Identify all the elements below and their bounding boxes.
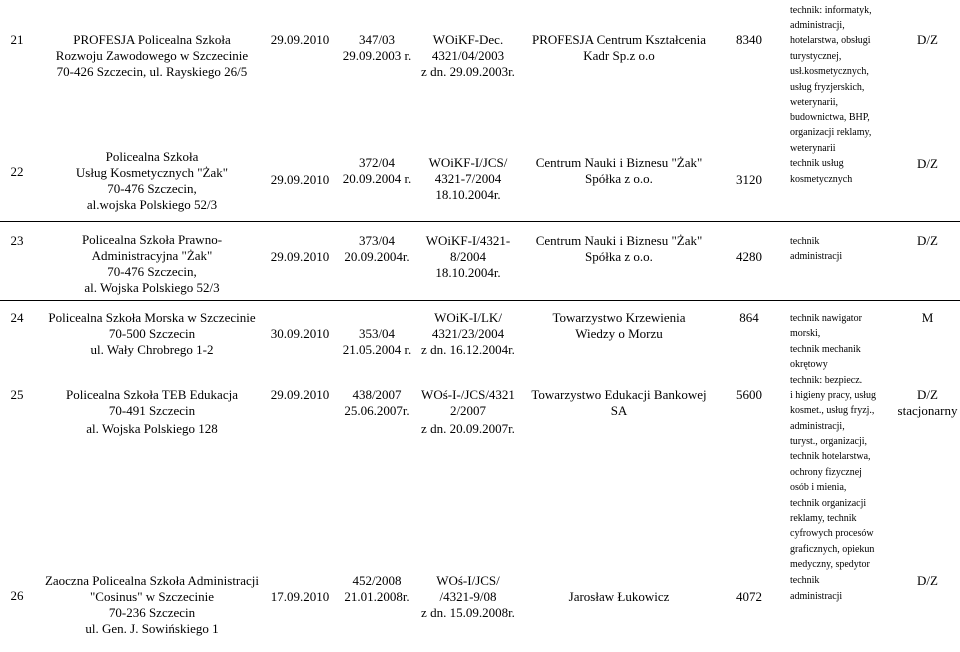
row-25-spec-11: cyfrowych procesów bbox=[790, 528, 874, 539]
row-23-org-2: Spółka z o.o. bbox=[585, 249, 653, 264]
row-22-dec-2: 4321-7/2004 bbox=[434, 171, 502, 186]
row-22-spec-1: technik usług bbox=[790, 158, 844, 169]
row-25-lp: 25 bbox=[10, 387, 24, 402]
row-24-org-2: Wiedzy o Morzu bbox=[575, 326, 663, 341]
row-23-name-1: Policealna Szkoła Prawno- bbox=[81, 232, 223, 247]
row-22-spec-2: kosmetycznych bbox=[790, 174, 853, 185]
row-24-reg-2: 21.05.2004 r. bbox=[342, 342, 412, 357]
row-24-lp: 24 bbox=[10, 310, 24, 325]
row-26-dec-2: /4321-9/08 bbox=[439, 589, 497, 604]
row-separator bbox=[0, 221, 960, 222]
row-23-date: 29.09.2010 bbox=[270, 249, 330, 264]
row-26-dec-3: z dn. 15.09.2008r. bbox=[421, 605, 515, 620]
row-22-reg-1: 372/04 bbox=[358, 155, 396, 170]
row-24-name-1: Policealna Szkoła Morska w Szczecinie bbox=[48, 310, 256, 325]
row-23-dec-1: WOiKF-I/4321- bbox=[425, 233, 511, 248]
row-25-dec-2: 2/2007 bbox=[449, 403, 487, 418]
row-separator bbox=[0, 300, 960, 301]
row-21-spec-8: budownictwa, BHP, bbox=[790, 112, 870, 123]
row-26-name-1: Zaoczna Policealna Szkoła Administracji bbox=[44, 573, 260, 588]
row-26-spec-1: technik bbox=[790, 575, 820, 586]
row-21-org-2: Kadr Sp.z o.o bbox=[583, 48, 655, 63]
row-25-reg-1: 438/2007 bbox=[352, 387, 402, 402]
row-24-type: M bbox=[921, 310, 934, 325]
row-23-dec-3: 18.10.2004r. bbox=[435, 265, 501, 280]
row-23-reg-1: 373/04 bbox=[358, 233, 396, 248]
row-24-dec-3: z dn. 16.12.2004r. bbox=[421, 342, 515, 357]
row-26-number: 4072 bbox=[736, 589, 762, 604]
row-21-name-2: Rozwoju Zawodowego w Szczecinie bbox=[55, 48, 249, 63]
row-22-name-1: Policealna Szkoła bbox=[105, 149, 199, 164]
row-21-spec-5: usł.kosmetycznych, bbox=[790, 66, 869, 77]
row-24-name-3: ul. Wały Chrobrego 1-2 bbox=[90, 342, 214, 357]
row-25-spec-3: kosmet., usług fryzj., bbox=[790, 405, 875, 416]
row-25-org-2: SA bbox=[610, 403, 628, 418]
row-21-spec-9: organizacji reklamy, bbox=[790, 127, 872, 138]
row-21-name-1: PROFESJA Policealna Szkoła bbox=[73, 32, 231, 47]
row-22-name-2: Usług Kosmetycznych "Żak" bbox=[75, 165, 229, 180]
row-25-spec-5: turyst., organizacji, bbox=[790, 436, 868, 447]
row-25-reg-2: 25.06.2007r. bbox=[344, 403, 410, 418]
row-23-org-1: Centrum Nauki i Biznesu "Żak" bbox=[535, 233, 703, 248]
row-21-spec-6: usług fryzjerskich, bbox=[790, 82, 865, 93]
row-26-reg-1: 452/2008 bbox=[352, 573, 402, 588]
row-22-reg-2: 20.09.2004 r. bbox=[342, 171, 412, 186]
row-24-spec-1: technik nawigator bbox=[790, 313, 862, 324]
row-21-reg-1: 347/03 bbox=[358, 32, 396, 47]
row-23-spec-2: administracji bbox=[790, 251, 843, 262]
row-26-name-3: 70-236 Szczecin bbox=[108, 605, 196, 620]
row-24-spec-2: morski, bbox=[790, 328, 821, 339]
row-23-name-2: Administracyjna "Żak" bbox=[91, 248, 213, 263]
row-21-spec-1: technik: informatyk, bbox=[790, 5, 872, 16]
row-25-spec-6: technik hotelarstwa, bbox=[790, 451, 871, 462]
row-22-dec-3: 18.10.2004r. bbox=[435, 187, 501, 202]
row-26-org-1: Jarosław Łukowicz bbox=[568, 589, 670, 604]
row-25-type-2: stacjonarny bbox=[897, 403, 958, 418]
row-22-name-4: al.wojska Polskiego 52/3 bbox=[86, 197, 218, 212]
row-21-spec-7: weterynarii, bbox=[790, 97, 839, 108]
row-25-name-1: Policealna Szkoła TEB Edukacja bbox=[66, 387, 238, 402]
row-26-reg-2: 21.01.2008r. bbox=[344, 589, 410, 604]
row-23-reg-2: 20.09.2004r. bbox=[344, 249, 410, 264]
row-24-org-1: Towarzystwo Krzewienia bbox=[552, 310, 686, 325]
row-21-spec-2: administracji, bbox=[790, 20, 845, 31]
row-26-lp: 26 bbox=[10, 588, 24, 603]
row-25-type-1: D/Z bbox=[917, 387, 938, 402]
row-21-reg-2: 29.09.2003 r. bbox=[342, 48, 412, 63]
row-25-dec-3: z dn. 20.09.2007r. bbox=[421, 421, 515, 436]
row-22-dec-1: WOiKF-I/JCS/ bbox=[428, 155, 508, 170]
row-23-number: 4280 bbox=[736, 249, 762, 264]
row-26-spec-2: administracji bbox=[790, 591, 843, 602]
row-23-name-3: 70-476 Szczecin, bbox=[107, 264, 197, 279]
row-22-name-3: 70-476 Szczecin, bbox=[107, 181, 197, 196]
row-23-name-4: al. Wojska Polskiego 52/3 bbox=[84, 280, 220, 295]
row-24-dec-2: 4321/23/2004 bbox=[431, 326, 505, 341]
row-24-date: 30.09.2010 bbox=[270, 326, 330, 341]
row-22-number: 3120 bbox=[736, 172, 762, 187]
row-25-number: 5600 bbox=[736, 387, 762, 402]
row-25-dec-1: WOś-I-/JCS/4321 bbox=[421, 387, 515, 402]
row-24-number: 864 bbox=[739, 310, 759, 325]
row-23-type: D/Z bbox=[917, 233, 938, 248]
row-23-dec-2: 8/2004 bbox=[449, 249, 487, 264]
row-25-spec-2: i higieny pracy, usług bbox=[790, 390, 877, 401]
row-21-name-3: 70-426 Szczecin, ul. Rayskiego 26/5 bbox=[56, 64, 248, 79]
row-24-reg-1: 353/04 bbox=[358, 326, 396, 341]
row-23-lp: 23 bbox=[10, 233, 24, 248]
row-25-spec-9: technik organizacji bbox=[790, 498, 867, 509]
row-22-org-1: Centrum Nauki i Biznesu "Żak" bbox=[535, 155, 703, 170]
row-26-type: D/Z bbox=[917, 573, 938, 588]
row-25-org-1: Towarzystwo Edukacji Bankowej bbox=[531, 387, 707, 402]
row-21-date: 29.09.2010 bbox=[270, 32, 330, 47]
row-26-date: 17.09.2010 bbox=[270, 589, 330, 604]
row-25-spec-12: graficznych, opiekun bbox=[790, 544, 875, 555]
row-22-date: 29.09.2010 bbox=[270, 172, 330, 187]
row-21-lp: 21 bbox=[10, 32, 24, 47]
row-21-org-1: PROFESJA Centrum Kształcenia bbox=[531, 32, 707, 47]
row-26-dec-1: WOś-I/JCS/ bbox=[436, 573, 500, 588]
row-25-spec-4: administracji, bbox=[790, 421, 845, 432]
row-25-spec-10: reklamy, technik bbox=[790, 513, 857, 524]
row-21-spec-3: hotelarstwa, obsługi bbox=[790, 35, 871, 46]
row-23-spec-1: technik bbox=[790, 236, 820, 247]
row-22-org-2: Spółka z o.o. bbox=[585, 171, 653, 186]
row-25-spec-8: osób i mienia, bbox=[790, 482, 847, 493]
row-25-spec-1: technik: bezpiecz. bbox=[790, 375, 863, 386]
row-22-type: D/Z bbox=[917, 156, 938, 171]
row-21-spec-4: turystycznej, bbox=[790, 51, 842, 62]
row-26-name-4: ul. Gen. J. Sowińskiego 1 bbox=[85, 621, 219, 636]
row-21-dec-1: WOiKF-Dec. bbox=[432, 32, 504, 47]
row-25-name-3: al. Wojska Polskiego 128 bbox=[86, 421, 218, 436]
row-25-date: 29.09.2010 bbox=[270, 387, 330, 402]
row-24-dec-1: WOiK-I/LK/ bbox=[434, 310, 502, 325]
row-21-dec-2: 4321/04/2003 bbox=[431, 48, 505, 63]
row-25-name-2: 70-491 Szczecin bbox=[108, 403, 196, 418]
row-25-spec-7: ochrony fizycznej bbox=[790, 467, 862, 478]
row-22-lp: 22 bbox=[10, 164, 24, 179]
row-24-name-2: 70-500 Szczecin bbox=[108, 326, 196, 341]
row-26-name-2: "Cosinus" w Szczecinie bbox=[90, 589, 214, 604]
row-21-type: D/Z bbox=[917, 32, 938, 47]
row-21-dec-3: z dn. 29.09.2003r. bbox=[421, 64, 515, 79]
row-21-spec-10: weterynarii bbox=[790, 143, 836, 154]
row-24-spec-3: technik mechanik bbox=[790, 344, 861, 355]
row-24-spec-4: okrętowy bbox=[790, 359, 828, 370]
row-25-spec-13: medyczny, spedytor bbox=[790, 559, 870, 570]
row-21-number: 8340 bbox=[736, 32, 762, 47]
